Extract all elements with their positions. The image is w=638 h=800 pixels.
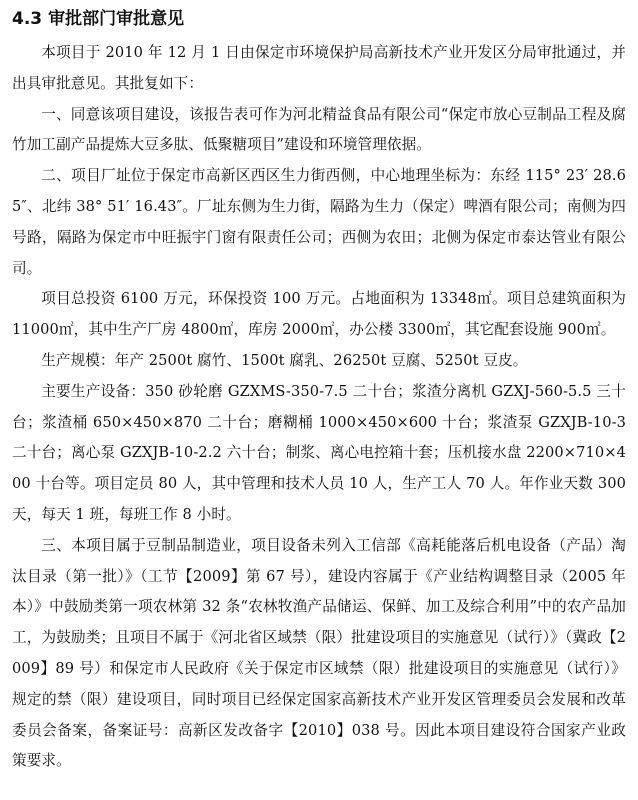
section-number: 4.3 xyxy=(12,9,43,29)
paragraph-investment: 项目总投资 6100 万元，环保投资 100 万元。占地面积为 13348㎡。项目总建筑面积为 11000㎡，其中生产厂房 4800㎡，库房 2000㎡，办公楼 3300㎡，其它配套设施 900㎡。 xyxy=(12,290,626,339)
paragraph-approval: 一、同意该项目建设，该报告表可作为河北精益食品有限公司“保定市放心豆制品工程及腐竹加工副产品提炼大豆多肽、低聚糖项目”建设和环境管理依据。 xyxy=(12,105,626,154)
paragraph-industrial-policy: 三、本项目属于豆制品制造业，项目设备未列入工信部《高耗能落后机电设备（产品）淘汰目录（第一批）》（工节【2009】第 67 号），建设内容属于《产业结构调整目录（2005 年本）》中鼓励类第一项农林第 32 条“农林牧渔产品储运、保鲜、加工及综合利用”中的农产品加工，为鼓励类；且项目不属于《河北省区域禁（限）批建设项目的实施意见（试行）》（冀政【2009】89 号）和保定市人民政府《关于保定市区域禁（限）批建设项目的实施意见（试行）》规定的禁（限）建设项目，同时项目已经保定国家高新技术产业开发区管理委员会发展和改革委员会备案，备案证号：高新区发改备字【2010】038 号。因此本项目建设符合国家产业政策要求。 xyxy=(12,536,626,770)
paragraph-intro: 本项目于 2010 年 12 月 1 日由保定市环境保护局高新技术产业开发区分局审批通过，并出具审批意见。其批复如下： xyxy=(12,44,626,92)
paragraph-production-scale: 生产规模：年产 2500t 腐竹、1500t 腐乳、26250t 豆腐、5250t 豆皮。 xyxy=(41,351,528,369)
section-title: 审批部门审批意见 xyxy=(48,9,185,29)
paragraph-equipment: 主要生产设备：350 砂轮磨 GZXMS-350-7.5 二十台；浆渣分离机 GZXJ-560-5.5 三十台；浆渣桶 650×450×870 二十台；磨糊桶 1000×450×600 十台；浆渣泵 GZXJB-10-3 二十台；离心泵 GZXJB-10-2.2 六十台；制浆、离心电控箱十套；压机接水盘 2200×710×400 十台等。项目定员 80 人，其中管理和技术人员 10 人，生产工人 70 人。年作业天数 300 天，每天 1 班，每班工作 8 小时。 xyxy=(12,382,626,523)
paragraph-site-location: 二、项目厂址位于保定市高新区西区生力街西侧，中心地理坐标为：东经 115° 23′ 28.65″、北纬 38° 51′ 16.43″。厂址东侧为生力街，隔路为生力（保定）啤酒有限公司；南侧为四号路，隔路为保定市中旺振宇门窗有限责任公司；西侧为农田；北侧为保定市泰达管业有限公司。 xyxy=(12,167,626,277)
section-heading xyxy=(12,6,626,32)
